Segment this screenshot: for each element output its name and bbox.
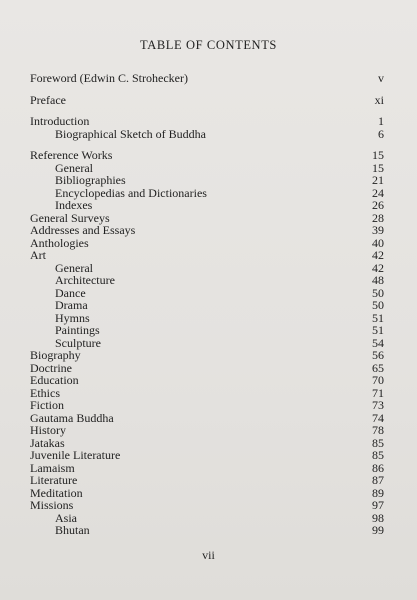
toc-entry-page: 97 <box>372 498 384 512</box>
toc-subentry <box>30 199 384 212</box>
toc-entry <box>30 115 384 128</box>
toc-entry-label: Juvenile Literature <box>30 448 121 462</box>
toc-entry-label: General <box>55 260 93 275</box>
toc-entry-page: 21 <box>372 173 384 187</box>
toc-entry-label: History <box>30 423 66 437</box>
toc-entry-page: 50 <box>372 285 384 300</box>
toc-entry-page: 42 <box>372 260 384 275</box>
toc-entry-page: 15 <box>372 148 384 162</box>
toc-entry-page: 40 <box>372 235 384 250</box>
toc-entry-page: 51 <box>372 310 384 325</box>
toc-subentry <box>30 299 384 312</box>
toc-entry <box>30 349 384 362</box>
toc-entry-label: Encyclopedias and Dictionaries <box>55 185 207 200</box>
toc-entry-page: 51 <box>372 323 384 337</box>
toc-entry-page: 24 <box>372 185 384 200</box>
toc-entry <box>30 362 384 375</box>
toc-subentry <box>30 524 384 537</box>
toc-entry-page: 48 <box>372 273 384 287</box>
toc-entry-page: xi <box>374 92 384 107</box>
toc-entry <box>30 474 384 487</box>
toc-entry-label: General Surveys <box>30 210 110 225</box>
toc-entry-page: 15 <box>372 160 384 175</box>
toc-entry-label: Jatakas <box>30 435 65 450</box>
toc-entry-label: Art <box>30 248 46 262</box>
table-of-contents <box>30 72 384 537</box>
toc-entry <box>30 94 384 107</box>
toc-entry-label: Anthologies <box>30 235 89 250</box>
toc-entry-page: 56 <box>372 348 384 362</box>
toc-entry-label: Foreword (Edwin C. Strohecker) <box>30 71 188 85</box>
toc-entry <box>30 149 384 162</box>
toc-entry-page: 1 <box>378 114 384 128</box>
toc-entry-label: Gautama Buddha <box>30 410 114 425</box>
toc-entry-label: Reference Works <box>30 148 113 162</box>
toc-entry-label: Drama <box>55 298 88 312</box>
toc-entry-label: Biography <box>30 348 81 362</box>
toc-entry <box>30 237 384 250</box>
toc-entry-label: Paintings <box>55 323 100 337</box>
toc-entry <box>30 72 384 85</box>
toc-entry-page: 71 <box>372 385 384 400</box>
toc-entry-page: 99 <box>372 523 384 537</box>
toc-entry <box>30 249 384 262</box>
page-number: vii <box>202 548 215 562</box>
toc-entry-page: 50 <box>372 298 384 312</box>
toc-entry-label: Preface <box>30 92 66 107</box>
toc-entry-page: 6 <box>378 126 384 141</box>
toc-entry-page: 86 <box>372 460 384 475</box>
toc-entry-label: Biographical Sketch of Buddha <box>55 126 206 141</box>
toc-entry-page: v <box>378 71 384 85</box>
toc-entry-label: Indexes <box>55 198 93 212</box>
page-title: TABLE OF CONTENTS <box>140 38 277 52</box>
toc-entry-page: 85 <box>372 435 384 450</box>
toc-entry-label: Education <box>30 373 79 387</box>
toc-entry-label: Asia <box>55 510 77 525</box>
toc-entry-label: Meditation <box>30 485 83 500</box>
toc-entry <box>30 387 384 400</box>
toc-entry-page: 54 <box>372 335 384 350</box>
toc-entry-page: 26 <box>372 198 384 212</box>
toc-entry <box>30 449 384 462</box>
toc-entry-label: Missions <box>30 498 74 512</box>
toc-subentry <box>30 324 384 337</box>
toc-entry-label: Fiction <box>30 398 65 412</box>
toc-entry-page: 28 <box>372 210 384 225</box>
toc-entry-page: 85 <box>372 448 384 462</box>
toc-entry-page: 87 <box>372 473 384 487</box>
toc-entry-page: 39 <box>372 223 384 237</box>
toc-entry-page: 78 <box>372 423 384 437</box>
toc-entry-page: 73 <box>372 398 384 412</box>
toc-entry-label: Addresses and Essays <box>30 223 136 237</box>
toc-entry-label: Lamaism <box>30 460 75 475</box>
toc-entry <box>30 487 384 500</box>
toc-entry-page: 70 <box>372 373 384 387</box>
toc-subentry <box>30 337 384 350</box>
toc-entry <box>30 224 384 237</box>
toc-subentry <box>30 128 384 141</box>
toc-entry <box>30 399 384 412</box>
toc-entry <box>30 412 384 425</box>
toc-entry-label: Literature <box>30 473 78 487</box>
toc-entry-label: Introduction <box>30 114 90 128</box>
toc-entry-page: 74 <box>372 410 384 425</box>
toc-subentry <box>30 274 384 287</box>
toc-entry <box>30 462 384 475</box>
toc-entry <box>30 424 384 437</box>
toc-entry-page: 42 <box>372 248 384 262</box>
toc-entry-page: 98 <box>372 510 384 525</box>
toc-entry-page: 65 <box>372 360 384 375</box>
toc-entry-label: Dance <box>55 285 86 300</box>
toc-entry-label: Hymns <box>55 310 90 325</box>
toc-entry-label: Bibliographies <box>55 173 126 187</box>
toc-entry-label: Sculpture <box>55 335 101 350</box>
toc-entry <box>30 374 384 387</box>
toc-entry-label: General <box>55 160 93 175</box>
toc-entry-label: Architecture <box>55 273 115 287</box>
toc-subentry <box>30 174 384 187</box>
toc-entry-label: Ethics <box>30 385 60 400</box>
toc-entry <box>30 499 384 512</box>
toc-entry-label: Bhutan <box>55 523 90 537</box>
toc-entry-page: 89 <box>372 485 384 500</box>
toc-entry-label: Doctrine <box>30 360 72 375</box>
